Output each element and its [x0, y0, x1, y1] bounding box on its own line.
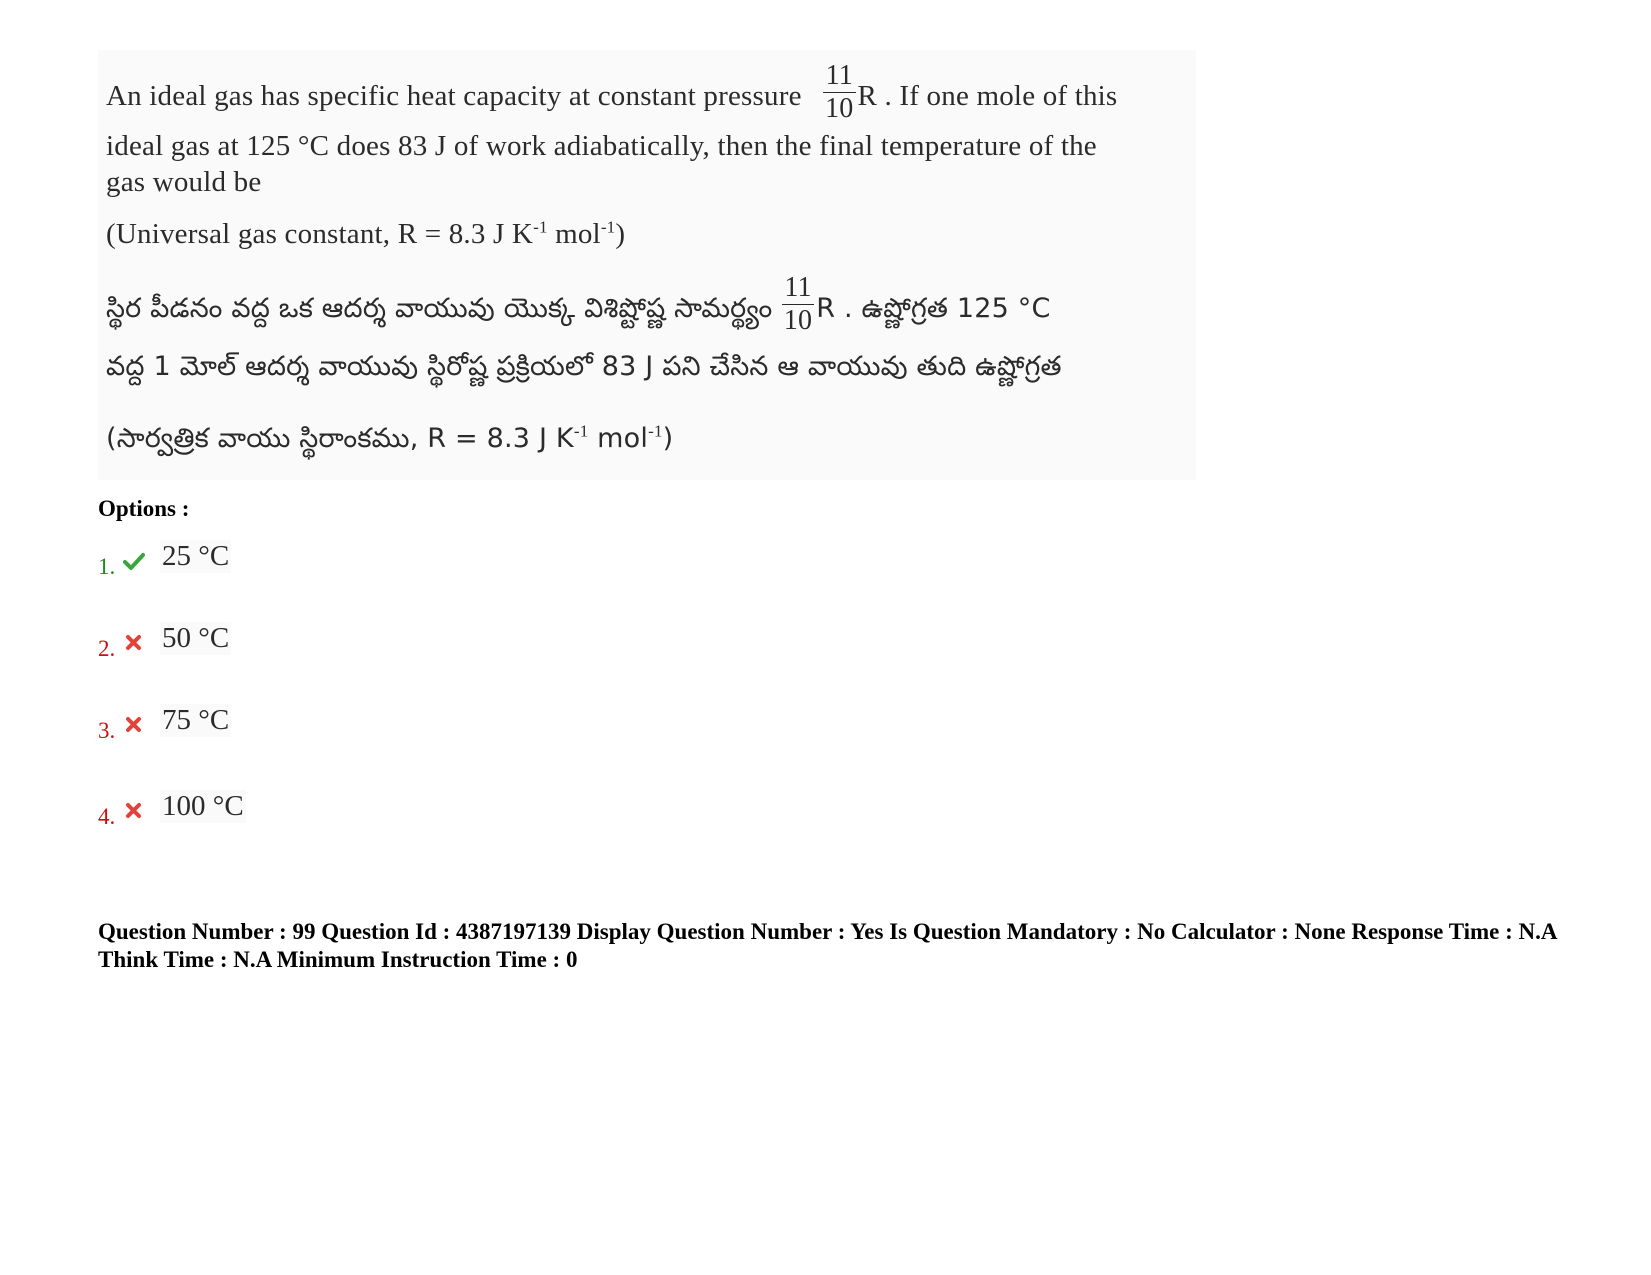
option-2[interactable] — [98, 622, 498, 672]
question-english-line-2 — [106, 130, 1097, 163]
option-value: 25 °C — [162, 540, 230, 572]
superscript: -1 — [600, 217, 616, 237]
fraction-denominator: 10 — [825, 93, 854, 124]
question-text: An ideal gas has specific heat capacity at constant pressure — [106, 80, 802, 113]
fraction — [782, 272, 814, 337]
fraction-numerator: 11 — [782, 272, 814, 305]
fraction-denominator: 10 — [783, 305, 813, 336]
constant-text: mol — [547, 218, 601, 250]
question-telugu-line-2 — [106, 350, 1062, 389]
cross-icon — [123, 632, 145, 654]
question-text-telugu: వద్ద 1 మోల్ ఆదర్శ వాయువు స్థిరోష్ణ ప్రక్రియలో 83 J పని చేసిన ఆ వాయువు తుది ఉష్ణోగ్రత — [106, 351, 1062, 382]
check-icon — [123, 550, 145, 572]
question-text: gas would be — [106, 166, 262, 198]
fraction — [823, 60, 855, 125]
question-text: R . If one mole of this — [857, 80, 1118, 113]
option-value: 75 °C — [162, 704, 230, 736]
option-number: 2. — [98, 636, 116, 661]
constant-text: (Universal gas constant, R = 8.3 J K — [106, 218, 534, 250]
options-label: Options : — [98, 496, 190, 521]
option-4[interactable] — [98, 790, 498, 840]
constant-text-telugu: mol — [588, 423, 649, 454]
constant-text-telugu: ) — [662, 423, 674, 454]
question-english-line-1 — [106, 60, 1118, 131]
superscript: -1 — [573, 421, 589, 441]
constant-text: ) — [615, 218, 626, 250]
question-english-constant — [106, 218, 625, 251]
question-telugu-constant — [106, 422, 673, 461]
option-number: 1. — [98, 554, 116, 579]
question-telugu-line-1 — [106, 272, 1051, 343]
superscript: -1 — [648, 421, 663, 441]
cross-icon — [123, 800, 145, 822]
option-value: 50 °C — [162, 622, 230, 654]
option-value: 100 °C — [162, 790, 244, 822]
question-text-telugu: స్థిర పీడనం వద్ద ఒక ఆదర్శ వాయువు యొక్క విశిష్టోష్ణ సామర్థ్యం — [106, 293, 773, 325]
cross-icon — [123, 714, 145, 736]
question-image — [98, 50, 1196, 480]
superscript: -1 — [533, 217, 548, 237]
constant-text-telugu: (సార్వత్రిక వాయు స్థిరాంకము, R = 8.3 J K — [106, 423, 574, 454]
question-text-telugu: R . ఉష్ణోగ్రత 125 °C — [816, 293, 1051, 325]
option-number: 4. — [98, 804, 116, 829]
question-metadata: Question Number : 99 Question Id : 4387197139 Display Question Number : Yes Is Question Mandatory : No Calculator : None Response Time : N.A Think Time : N.A Minimum Instruction Time : 0 — [98, 919, 1557, 972]
question-english-line-3 — [106, 166, 261, 199]
option-3[interactable] — [98, 704, 498, 754]
option-number: 3. — [98, 718, 116, 743]
question-text: ideal gas at 125 °C does 83 J of work adiabatically, then the final temperature of the — [106, 130, 1097, 162]
option-1[interactable] — [98, 540, 498, 590]
fraction-numerator: 11 — [823, 60, 855, 93]
